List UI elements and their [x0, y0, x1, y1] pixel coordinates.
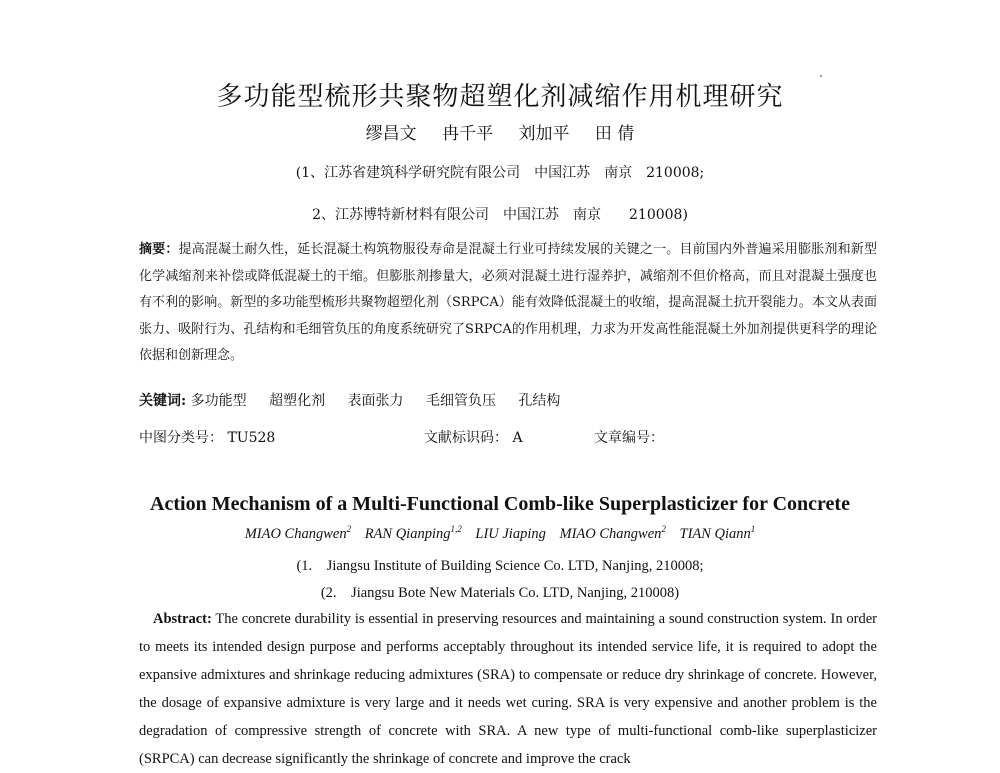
affiliation-en-1: (1. Jiangsu Institute of Building Science Co. LTD, Nanjing, 210008;: [296, 558, 704, 574]
keyword-cn: 超塑化剂: [269, 393, 326, 409]
title-cn: 多功能型梳形共聚物超塑化剂减缩作用机理研究: [216, 82, 784, 112]
author-en-name: MIAO Changwen: [559, 525, 662, 542]
author-en-name: TIAN Qiann: [679, 525, 751, 542]
author-en-sup: 2: [346, 524, 352, 534]
author-en-name: MIAO Changwen: [244, 525, 347, 542]
keywords-cn: [139, 390, 578, 410]
article-no-label: 文章编号：: [594, 430, 664, 446]
affiliation-cn-2: 2、江苏博特新材料有限公司 中国江苏 南京 210008): [312, 207, 688, 223]
abstract-en-text: The concrete durability is essential in preserving resources and maintaining a sound construction system. In order to meets its intended design purpose and performs acceptably throughout its intended service life, it is required to adopt the expansive admixtures and shrinkage reducing admixtures (SRA) to compensate or reduce dry shrinkage of concrete. However, the dosage of expansive admixture is very large and it needs wet curing. SRA is very expensive and another problem is the degradation of compressive strength of concrete with SRA. A new type of multi-functional comb-like superplasticizer (SRPCA) can decrease significantly the shrinkage of concrete and improve the crack: [139, 611, 877, 767]
authors-cn: [0, 119, 1000, 144]
clc-value: TU528: [227, 430, 276, 446]
clc-label: 中图分类号：: [139, 430, 223, 446]
abstract-en: [139, 605, 877, 773]
author-en: [245, 526, 351, 542]
affiliation-cn-1: (1、江苏省建筑科学研究院有限公司 中国江苏 南京 210008;: [295, 165, 705, 181]
clc-number: [139, 427, 275, 447]
author-en: [475, 526, 545, 542]
document-code: [424, 427, 523, 447]
author-en-sup: 1: [750, 524, 756, 534]
abstract-cn: [139, 237, 877, 370]
author-cn: 刘加平: [518, 124, 570, 144]
author-en-sup: 2: [661, 524, 666, 534]
author-cn: 冉千平: [442, 124, 494, 144]
author-en: [559, 526, 665, 542]
author-cn: 缪昌文: [365, 124, 417, 144]
author-en-name: LIU Jiaping: [475, 525, 546, 542]
abstract-cn-label: 摘要：: [139, 242, 179, 257]
keyword-cn: 孔结构: [518, 393, 561, 409]
title-en: Action Mechanism of a Multi-Functional Comb-like Superplasticizer for Concrete: [150, 493, 850, 515]
author-en: [680, 526, 756, 542]
author-en: [365, 526, 462, 542]
author-en-name: RAN Qianping: [364, 525, 451, 542]
affiliation-en-2: (2. Jiangsu Bote New Materials Co. LTD, Nanjing, 210008): [320, 585, 680, 601]
keyword-cn: 多功能型: [190, 393, 247, 409]
authors-en: [0, 524, 1000, 543]
abstract-en-label: Abstract:: [153, 611, 212, 627]
keyword-cn: 毛细管负压: [425, 393, 496, 409]
article-number: [594, 427, 664, 447]
author-en-sup: 1,2: [450, 524, 462, 534]
author-cn: 田 倩: [594, 124, 635, 144]
doc-code-label: 文献标识码：: [424, 430, 508, 446]
doc-code-value: A: [512, 430, 523, 446]
keywords-cn-label: 关键词:: [139, 393, 187, 409]
keyword-cn: 表面张力: [347, 393, 404, 409]
abstract-cn-text: 提高混凝土耐久性，延长混凝土构筑物服役寿命是混凝土行业可持续发展的关键之一。目前国内外普遍采用膨胀剂和新型化学减缩剂来补偿或降低混凝土的干缩。但膨胀剂掺量大，必须对混凝土进行湿养护，减缩剂不但价格高，而且对混凝土强度也有不利的影响。新型的多功能型梳形共聚物超塑化剂（SRPCA）能有效降低混凝土的收缩，提高混凝土抗开裂能力。本文从表面张力、吸附行为、孔结构和毛细管负压的角度系统研究了SRPCA的作用机理，力求为开发高性能混凝土外加剂提供更科学的理论依据和创新理念。: [139, 242, 877, 363]
